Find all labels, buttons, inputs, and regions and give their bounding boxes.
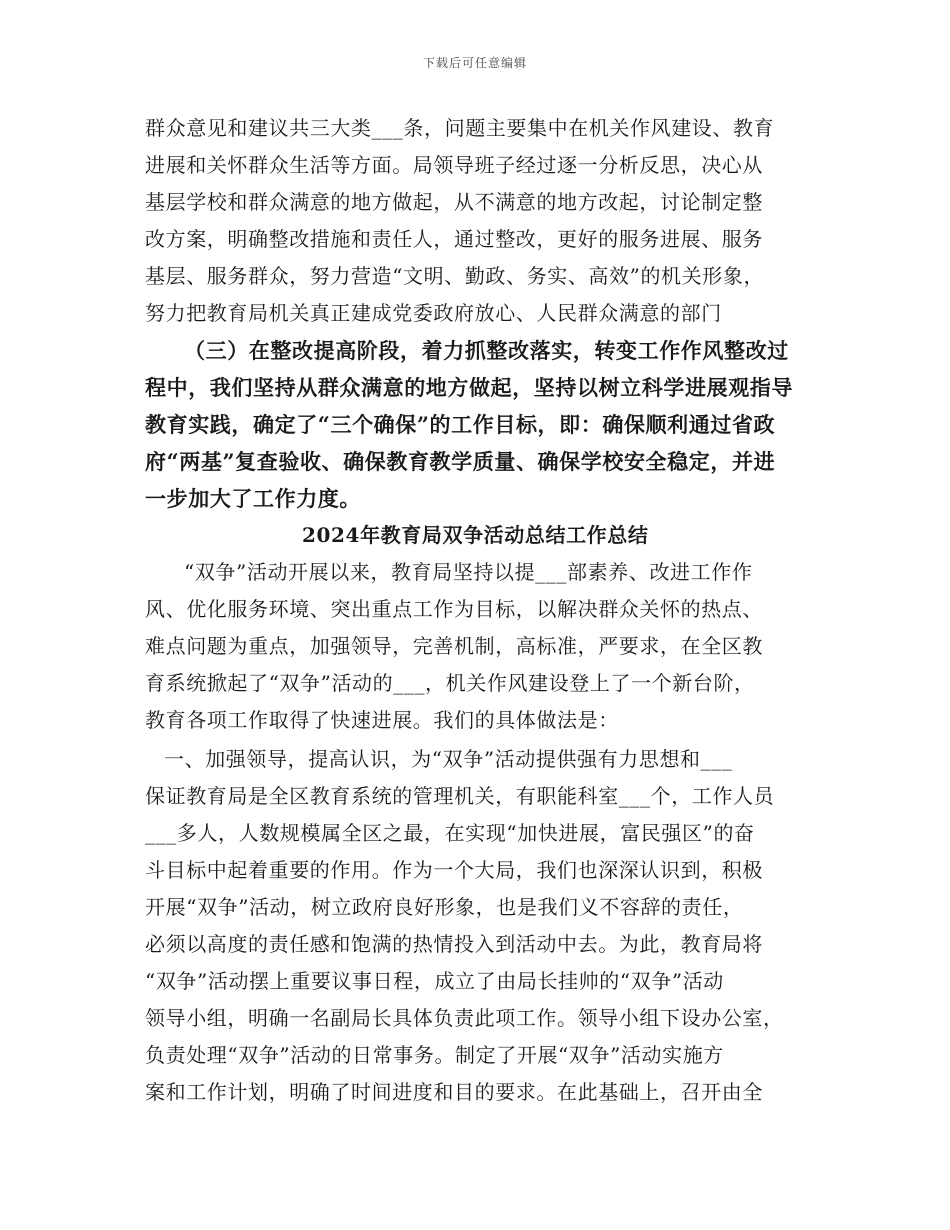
bold-paragraph-line: 教育实践，确定了“三个确保”的工作目标，即：确保顺利通过省政 — [145, 412, 776, 437]
text-line: 领导小组，明确一名副局长具体负责此项工作。领导小组下设办公室， — [145, 1006, 784, 1030]
text-line: 案和工作计划，明确了时间进度和目的要求。在此基础上，召开由全 — [145, 1080, 763, 1104]
bold-paragraph-line: 程中，我们坚持从群众满意的地方做起，坚持以树立科学进展观指导 — [145, 375, 793, 400]
bold-paragraph-line: 一步加大了工作力度。 — [145, 486, 361, 511]
text-line: ___多人，人数规模属全区之最，在实现“加快进展，富民强区”的奋 — [145, 821, 755, 845]
section-title: 2024年教育局双争活动总结工作总结 — [302, 523, 649, 547]
text-line: 基层学校和群众满意的地方做起，从不满意的地方改起，讨论制定整 — [145, 190, 763, 214]
text-line: 负责处理“双争”活动的日常事务。制定了开展“双争”活动实施方 — [145, 1043, 724, 1067]
text-line: “双争”活动摆上重要议事日程，成立了由局长挂帅的“双争”活动 — [145, 969, 724, 993]
text-line: 开展“双争”活动，树立政府良好形象，也是我们义不容辞的责任， — [145, 895, 744, 919]
page-header: 下载后可任意编辑 — [422, 56, 527, 70]
text-line: 斗目标中起着重要的作用。作为一个大局，我们也深深认识到，积极 — [145, 858, 763, 882]
text-line: 教育各项工作取得了快速进展。我们的具体做法是： — [145, 708, 619, 732]
bold-paragraph-line: 府“两基”复查验收、确保教育教学质量、确保学校安全稳定，并进 — [145, 449, 776, 474]
text-line: 努力把教育局机关真正建成党委政府放心、人民群众满意的部门 — [145, 301, 722, 325]
text-line: “双争”活动开展以来，教育局坚持以提___部素养、改进工作作 — [184, 560, 753, 584]
text-line: 改方案，明确整改措施和责任人，通过整改，更好的服务进展、服务 — [145, 227, 763, 251]
text-line: 进展和关怀群众生活等方面。局领导班子经过逐一分析反思，决心从 — [145, 153, 763, 177]
text-line: 风、优化服务环境、突出重点工作为目标，以解决群众关怀的热点、 — [145, 597, 763, 621]
text-line: 基层、服务群众，努力营造“文明、勤政、务实、高效”的机关形象， — [145, 264, 765, 288]
text-line: 难点问题为重点，加强领导，完善机制，高标准，严要求，在全区教 — [145, 634, 763, 658]
text-line: 保证教育局是全区教育系统的管理机关，有职能科室___个，工作人员 — [145, 784, 775, 808]
text-line: 育系统掀起了“双争”活动的___，机关作风建设登上了一个新台阶， — [145, 671, 755, 695]
text-line: 一、加强领导，提高认识，为“双争”活动提供强有力思想和___ — [164, 747, 733, 771]
text-line: 群众意见和建议共三大类___条，问题主要集中在机关作风建设、教育 — [145, 116, 775, 140]
text-line: 必须以高度的责任感和饱满的热情投入到活动中去。为此，教育局将 — [145, 932, 763, 956]
bold-paragraph-line: （三）在整改提高阶段，着力抓整改落实，转变工作作风整改过 — [184, 338, 789, 363]
